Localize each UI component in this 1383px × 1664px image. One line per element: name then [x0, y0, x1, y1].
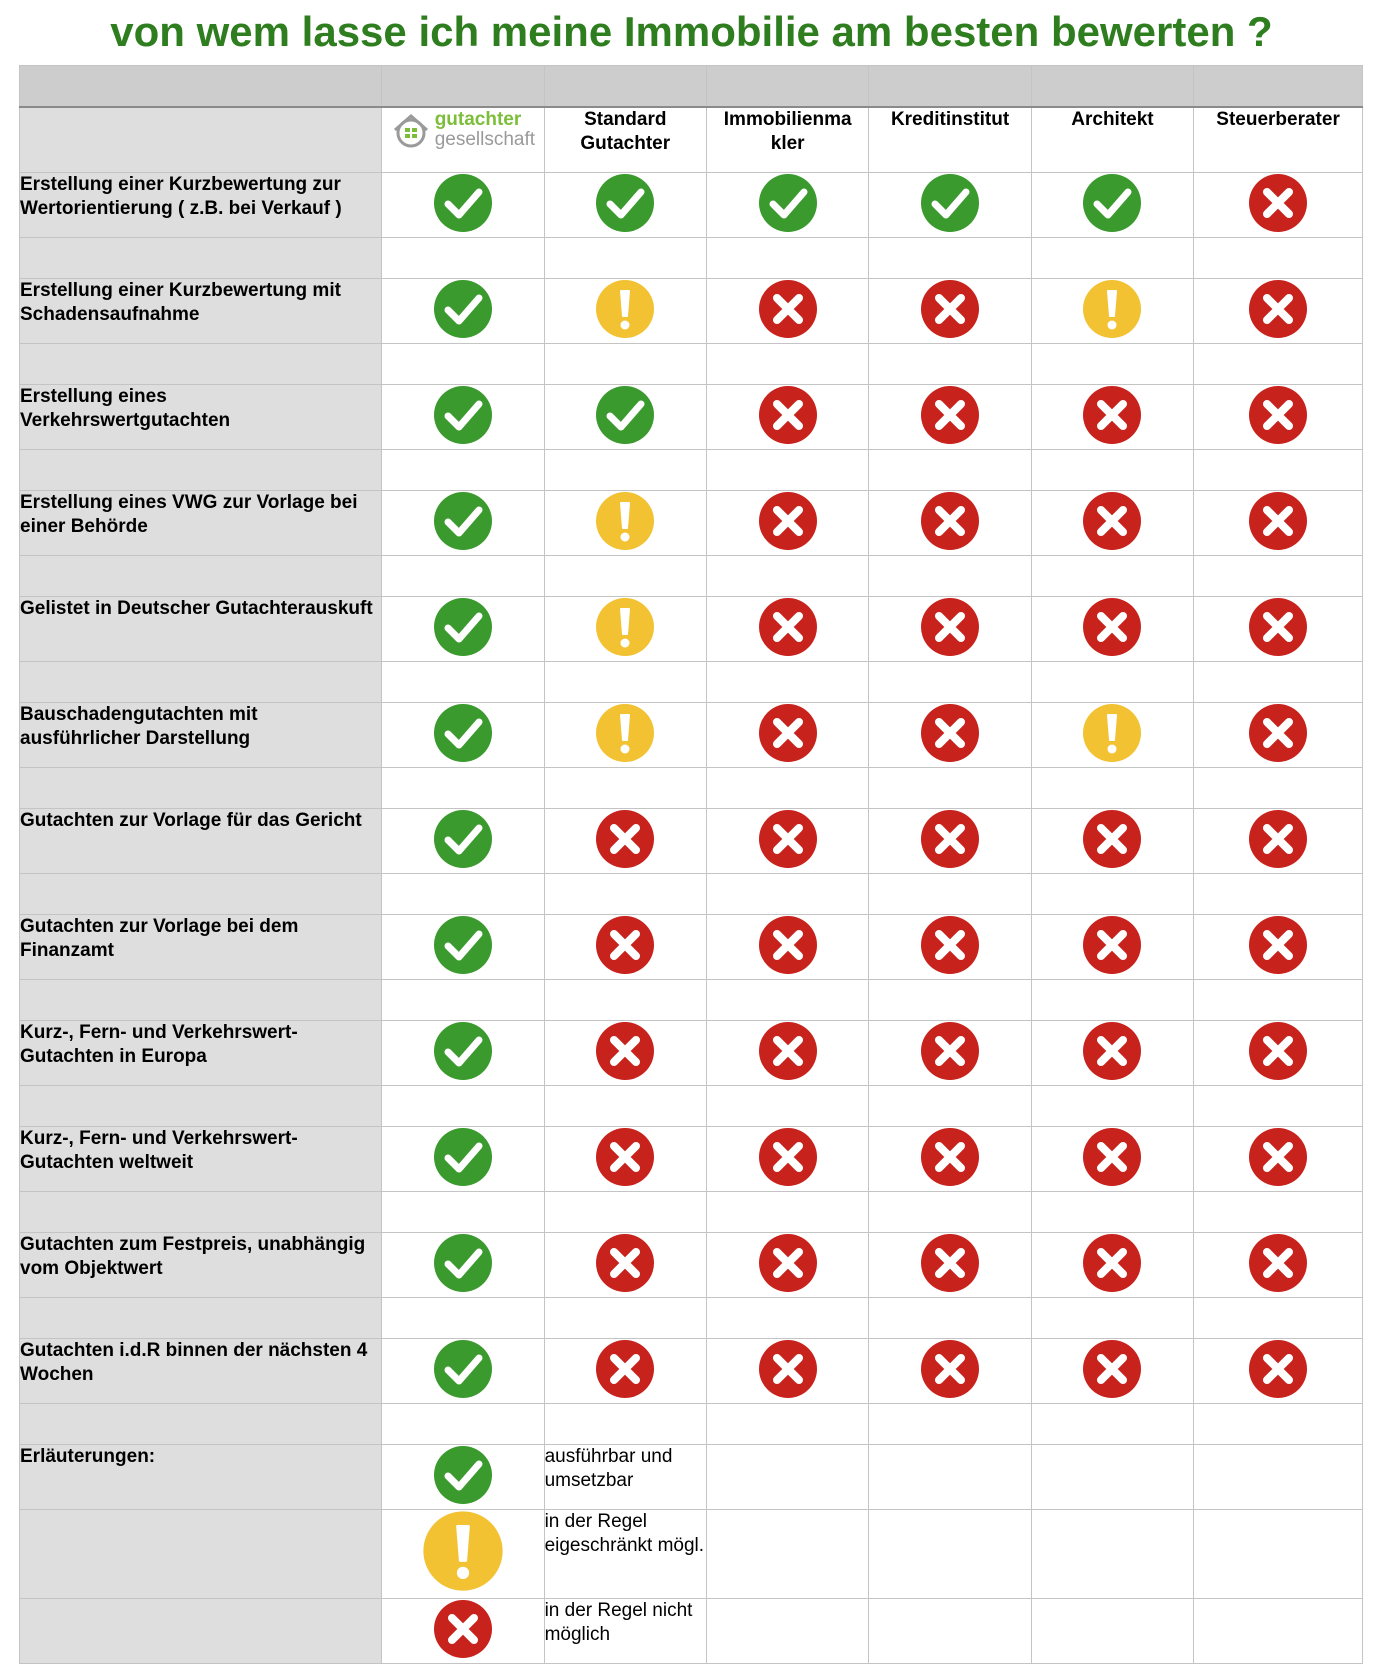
cross-icon — [920, 915, 980, 975]
exclamation-icon — [595, 597, 655, 657]
rating-cell — [1031, 597, 1193, 662]
table-row — [20, 1233, 1363, 1298]
exclamation-icon — [422, 1510, 504, 1592]
row-label: Gutachten i.d.R binnen der nächsten 4 Wochen — [20, 1339, 382, 1404]
spacer-row — [20, 1192, 1363, 1233]
check-icon — [433, 279, 493, 339]
table-row — [20, 597, 1363, 662]
rating-cell — [869, 1127, 1031, 1192]
rating-cell — [544, 703, 706, 768]
rating-cell — [706, 1339, 868, 1404]
cross-icon — [1248, 1021, 1308, 1081]
cross-icon — [920, 1021, 980, 1081]
rating-cell — [544, 915, 706, 980]
row-label: Kurz-, Fern- und Verkehrswert-Gutachten weltweit — [20, 1127, 382, 1192]
logo-line2: gesellschaft — [434, 129, 536, 150]
row-label: Gutachten zur Vorlage für das Gericht — [20, 809, 382, 874]
cross-icon — [1248, 1127, 1308, 1187]
rating-cell — [382, 915, 544, 980]
rating-cell — [706, 1021, 868, 1086]
check-icon — [433, 491, 493, 551]
rating-cell — [544, 1127, 706, 1192]
spacer-row — [20, 1298, 1363, 1339]
rating-cell — [1194, 279, 1363, 344]
spacer-row — [20, 1086, 1363, 1127]
rating-cell — [1194, 385, 1363, 450]
rating-cell — [1194, 1021, 1363, 1086]
cross-icon — [1248, 385, 1308, 445]
cross-icon — [1248, 809, 1308, 869]
rating-cell — [869, 491, 1031, 556]
rating-cell — [1031, 491, 1193, 556]
cross-icon — [1082, 1233, 1142, 1293]
rating-cell — [1194, 1127, 1363, 1192]
rating-cell — [706, 915, 868, 980]
rating-cell — [1031, 1339, 1193, 1404]
rating-cell — [869, 915, 1031, 980]
rating-cell — [1194, 1233, 1363, 1298]
spacer-row — [20, 768, 1363, 809]
row-label: Kurz-, Fern- und Verkehrswert-Gutachten in Europa — [20, 1021, 382, 1086]
rating-cell — [1031, 1021, 1193, 1086]
cross-icon — [758, 809, 818, 869]
legend-label-empty — [20, 1599, 382, 1664]
legend-row — [20, 1599, 1363, 1664]
cross-icon — [758, 385, 818, 445]
spacer-row — [20, 556, 1363, 597]
cross-icon — [920, 279, 980, 339]
rating-cell — [382, 597, 544, 662]
spacer-row — [20, 662, 1363, 703]
rating-cell — [382, 279, 544, 344]
row-label: Erstellung eines Verkehrswertgutachten — [20, 385, 382, 450]
rating-cell — [1194, 491, 1363, 556]
table-row — [20, 703, 1363, 768]
spacer-row — [20, 238, 1363, 279]
legend-row — [20, 1510, 1363, 1599]
legend-icon-cell — [382, 1510, 544, 1599]
cross-icon — [595, 915, 655, 975]
rating-cell — [382, 385, 544, 450]
cross-icon — [1082, 597, 1142, 657]
cross-icon — [595, 809, 655, 869]
check-icon — [595, 173, 655, 233]
cross-icon — [920, 1339, 980, 1399]
cross-icon — [758, 1233, 818, 1293]
cross-icon — [920, 1127, 980, 1187]
row-label: Gutachten zum Festpreis, unabhängig vom Objektwert — [20, 1233, 382, 1298]
check-icon — [433, 1021, 493, 1081]
check-icon — [433, 703, 493, 763]
cross-icon — [1082, 1339, 1142, 1399]
row-label: Erstellung einer Kurzbewertung mit Schadensaufnahme — [20, 279, 382, 344]
gutachter-gesellschaft-logo — [382, 104, 543, 156]
cross-icon — [1248, 915, 1308, 975]
corner-cell — [20, 107, 382, 173]
cross-icon — [758, 1339, 818, 1399]
rating-cell — [1194, 1339, 1363, 1404]
rating-cell — [382, 703, 544, 768]
cross-icon — [1082, 491, 1142, 551]
logo-line1: gutachter — [434, 109, 522, 130]
header-row — [20, 107, 1363, 173]
cross-icon — [758, 703, 818, 763]
rating-cell — [706, 703, 868, 768]
cross-icon — [1082, 385, 1142, 445]
cross-icon — [595, 1127, 655, 1187]
logo-cell — [382, 107, 544, 173]
rating-cell — [1194, 597, 1363, 662]
cross-icon — [920, 385, 980, 445]
table-row — [20, 279, 1363, 344]
rating-cell — [1031, 279, 1193, 344]
comparison-table — [19, 65, 1363, 1664]
column-header-standard-gutachter: Standard Gutachter — [544, 107, 706, 173]
rating-cell — [1194, 915, 1363, 980]
rating-cell — [544, 385, 706, 450]
rating-cell — [544, 279, 706, 344]
rating-cell — [869, 703, 1031, 768]
table-row — [20, 491, 1363, 556]
legend-row — [20, 1445, 1363, 1510]
rating-cell — [382, 1021, 544, 1086]
row-label: Erstellung eines VWG zur Vorlage bei einer Behörde — [20, 491, 382, 556]
rating-cell — [1031, 385, 1193, 450]
spacer-row — [20, 450, 1363, 491]
cross-icon — [1248, 491, 1308, 551]
check-icon — [433, 385, 493, 445]
row-label: Gutachten zur Vorlage bei dem Finanzamt — [20, 915, 382, 980]
check-icon — [433, 1127, 493, 1187]
cross-icon — [758, 1127, 818, 1187]
cross-icon — [920, 703, 980, 763]
rating-cell — [706, 385, 868, 450]
table-row — [20, 173, 1363, 238]
column-header-steuerberater: Steuerberater — [1194, 107, 1363, 173]
table-row — [20, 1339, 1363, 1404]
rating-cell — [544, 1021, 706, 1086]
rating-cell — [544, 597, 706, 662]
house-icon — [391, 110, 431, 150]
rating-cell — [869, 597, 1031, 662]
cross-icon — [1248, 597, 1308, 657]
rating-cell — [1194, 703, 1363, 768]
rating-cell — [706, 491, 868, 556]
legend-text: ausführbar und umsetzbar — [544, 1445, 706, 1510]
rating-cell — [382, 1233, 544, 1298]
rating-cell — [706, 173, 868, 238]
rating-cell — [544, 1233, 706, 1298]
exclamation-icon — [595, 703, 655, 763]
rating-cell — [869, 279, 1031, 344]
cross-icon — [1248, 173, 1308, 233]
rating-cell — [1194, 809, 1363, 874]
row-label: Bauschadengutachten mit ausführlicher Darstellung — [20, 703, 382, 768]
cross-icon — [758, 1021, 818, 1081]
cross-icon — [1248, 1233, 1308, 1293]
spacer-row — [20, 874, 1363, 915]
table-row — [20, 1127, 1363, 1192]
rating-cell — [1031, 173, 1193, 238]
column-header-kreditinstitut: Kreditinstitut — [869, 107, 1031, 173]
rating-cell — [869, 173, 1031, 238]
table-row — [20, 1021, 1363, 1086]
check-icon — [433, 1339, 493, 1399]
rating-cell — [869, 1233, 1031, 1298]
table-row — [20, 809, 1363, 874]
rating-cell — [382, 1127, 544, 1192]
cross-icon — [1082, 1021, 1142, 1081]
rating-cell — [869, 1021, 1031, 1086]
cross-icon — [920, 597, 980, 657]
rating-cell — [544, 809, 706, 874]
rating-cell — [1031, 809, 1193, 874]
legend-heading: Erläuterungen: — [20, 1445, 382, 1510]
row-label: Erstellung einer Kurzbewertung zur Wertorientierung ( z.B. bei Verkauf ) — [20, 173, 382, 238]
check-icon — [1082, 173, 1142, 233]
table-row — [20, 385, 1363, 450]
cross-icon — [758, 491, 818, 551]
spacer-row — [20, 344, 1363, 385]
rating-cell — [706, 597, 868, 662]
cross-icon — [758, 915, 818, 975]
cross-icon — [1082, 1127, 1142, 1187]
legend-icon-cell — [382, 1599, 544, 1664]
check-icon — [433, 915, 493, 975]
rating-cell — [706, 279, 868, 344]
cross-icon — [433, 1599, 493, 1659]
cross-icon — [758, 597, 818, 657]
legend-label-empty — [20, 1510, 382, 1599]
rating-cell — [869, 1339, 1031, 1404]
exclamation-icon — [1082, 703, 1142, 763]
rating-cell — [1194, 173, 1363, 238]
rating-cell — [544, 173, 706, 238]
exclamation-icon — [1082, 279, 1142, 339]
check-icon — [433, 597, 493, 657]
table-row — [20, 915, 1363, 980]
rating-cell — [706, 809, 868, 874]
cross-icon — [920, 491, 980, 551]
page-title: von wem lasse ich meine Immobilie am besten bewerten ? — [110, 8, 1273, 55]
cross-icon — [1248, 703, 1308, 763]
rating-cell — [869, 809, 1031, 874]
rating-cell — [869, 385, 1031, 450]
cross-icon — [758, 279, 818, 339]
column-header-architekt: Architekt — [1031, 107, 1193, 173]
check-icon — [433, 1233, 493, 1293]
table-top-bar — [20, 66, 1363, 108]
exclamation-icon — [595, 491, 655, 551]
rating-cell — [706, 1127, 868, 1192]
check-icon — [758, 173, 818, 233]
rating-cell — [382, 173, 544, 238]
exclamation-icon — [595, 279, 655, 339]
rating-cell — [1031, 703, 1193, 768]
check-icon — [920, 173, 980, 233]
rating-cell — [1031, 915, 1193, 980]
rating-cell — [544, 491, 706, 556]
cross-icon — [1248, 279, 1308, 339]
check-icon — [433, 809, 493, 869]
cross-icon — [595, 1339, 655, 1399]
cross-icon — [920, 809, 980, 869]
rating-cell — [1031, 1233, 1193, 1298]
cross-icon — [1082, 809, 1142, 869]
cross-icon — [595, 1233, 655, 1293]
cross-icon — [920, 1233, 980, 1293]
check-icon — [433, 1445, 493, 1505]
rating-cell — [1031, 1127, 1193, 1192]
legend-text: in der Regel nicht möglich — [544, 1599, 706, 1664]
rating-cell — [382, 491, 544, 556]
column-header-immobilienmakler: Immobilienma kler — [706, 107, 868, 173]
rating-cell — [382, 1339, 544, 1404]
spacer-row — [20, 1404, 1363, 1445]
cross-icon — [595, 1021, 655, 1081]
check-icon — [433, 173, 493, 233]
rating-cell — [382, 809, 544, 874]
check-icon — [595, 385, 655, 445]
row-label: Gelistet in Deutscher Gutachterauskuft — [20, 597, 382, 662]
spacer-row — [20, 980, 1363, 1021]
rating-cell — [544, 1339, 706, 1404]
cross-icon — [1248, 1339, 1308, 1399]
legend-icon-cell — [382, 1445, 544, 1510]
rating-cell — [706, 1233, 868, 1298]
cross-icon — [1082, 915, 1142, 975]
legend-text: in der Regel eigeschränkt mögl. — [544, 1510, 706, 1599]
